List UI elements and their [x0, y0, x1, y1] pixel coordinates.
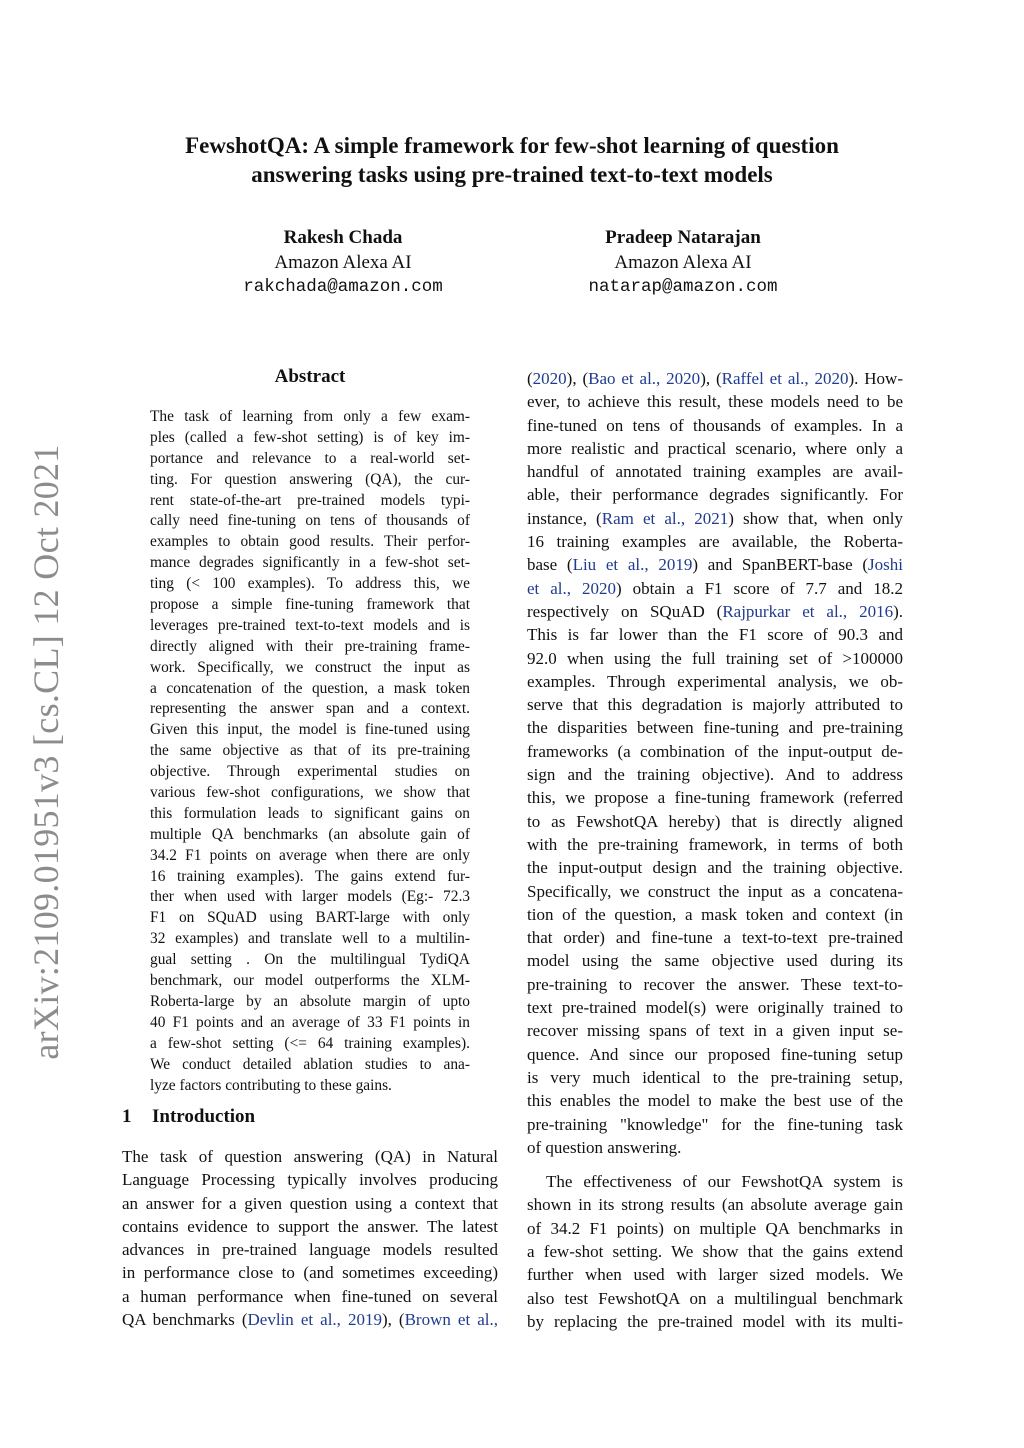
text-line: pre-training "knowledge" for the fine-tuning task [527, 1114, 903, 1134]
citation-link[interactable]: Bao et al., 2020 [588, 369, 701, 388]
text-line: (2020), (Bao et al., 2020), (Raffel et al., 2020). How- [527, 369, 903, 388]
text-segment: ), ( [700, 369, 722, 388]
text-line: multiple QA benchmarks (an absolute gain of [150, 825, 470, 843]
author-affiliation: Amazon Alexa AI [614, 252, 752, 273]
author-affiliation: Amazon Alexa AI [274, 252, 412, 273]
text-line: rent state-of-the-art pre-trained models typi- [150, 491, 470, 509]
author-email: rakchada@amazon.com [243, 277, 443, 297]
citation-link[interactable]: 2020 [532, 369, 567, 388]
citation-link[interactable]: Joshi [868, 555, 903, 575]
introduction-left-column [122, 1145, 498, 1331]
citation-link[interactable]: Liu et al., 2019 [572, 555, 693, 575]
text-line: sign and the training objective). And to address [527, 765, 903, 785]
section-number: 1 [122, 1106, 132, 1127]
author-name: Pradeep Natarajan [605, 227, 761, 248]
text-line: Language Processing typically involves producing [122, 1170, 498, 1190]
text-line: 92.0 when using the full training set of >100000 [527, 648, 903, 668]
text-line: the same objective as that of its pre-training [150, 742, 470, 760]
text-segment: base ( [527, 555, 573, 575]
text-line: The task of question answering (QA) in Natural [122, 1147, 498, 1166]
section-heading [122, 1106, 255, 1128]
text-line: a concatenation of the question, a mask token [150, 679, 470, 697]
text-line: text pre-trained model(s) were originally trained to [527, 998, 903, 1018]
author-block [503, 225, 863, 300]
text-line: examples. Through experimental analysis, we ob- [527, 671, 903, 691]
text-segment: QA benchmarks ( [122, 1310, 248, 1330]
text-line: various few-shot configurations, we show that [150, 784, 470, 802]
text-line: further when used with larger sized models. We [527, 1265, 903, 1285]
text-line: work. Specifically, we construct the input as [150, 658, 470, 676]
text-line: recover missing spans of text in a given input se- [527, 1021, 903, 1041]
paragraph [527, 1170, 903, 1333]
text-line: ples (called a few-shot setting) is of key im- [150, 428, 470, 446]
text-line: representing the answer span and a context. [150, 700, 470, 718]
text-line: in performance close to (and sometimes exceeding) [122, 1263, 498, 1283]
author-block [163, 225, 523, 300]
introduction-right-column [527, 367, 903, 1333]
text-line: an answer for a given question using a context that [122, 1193, 498, 1213]
text-line: tion of the question, a mask token and context (in [527, 904, 903, 924]
text-line: a few-shot setting (<= 64 training examples). [150, 1034, 470, 1052]
author-email: natarap@amazon.com [588, 277, 778, 297]
text-line: examples to obtain good results. Their perfor- [150, 533, 470, 551]
text-line: contains evidence to support the answer. The latest [122, 1216, 498, 1236]
text-segment: ). [893, 601, 904, 621]
text-line: portance and relevance to a real-world set- [150, 449, 470, 467]
text-line: advances in pre-trained language models resulted [122, 1240, 498, 1260]
text-line: is very much identical to the pre-training setup, [527, 1067, 903, 1087]
citation-link[interactable]: Ram et al., 2021 [601, 508, 729, 528]
text-line: 40 F1 points and an average of 33 F1 points in [150, 1013, 470, 1031]
text-line: benchmark, our model outperforms the XLM- [150, 972, 470, 990]
citation-link[interactable]: Raffel et al., 2020 [721, 369, 849, 388]
text-line: the disparities between fine-tuning and pre-training [527, 718, 903, 738]
text-segment: ). How- [848, 369, 903, 388]
text-line: mance degrades significantly in a few-shot set- [150, 554, 470, 572]
text-line: of 34.2 F1 points) on multiple QA benchmarks in [527, 1218, 903, 1238]
text-line: objective. Through experimental studies on [150, 763, 470, 781]
text-line: ther when used with larger models (Eg:- 72.3 [150, 888, 470, 906]
text-line: We conduct detailed ablation studies to ana- [150, 1055, 470, 1073]
citation-link[interactable]: Devlin et al., 2019 [247, 1310, 382, 1330]
abstract-heading: Abstract [274, 366, 346, 387]
text-segment: instance, ( [527, 508, 602, 528]
text-line: gual setting . On the multilingual TydiQA [150, 951, 470, 969]
text-segment: respectively on SQuAD ( [527, 601, 723, 621]
text-line: 16 training examples). The gains extend fur- [150, 867, 470, 885]
text-line: F1 on SQuAD using BART-large with only [150, 909, 470, 927]
text-segment: ) obtain a F1 score of 7.7 and 18.2 [615, 578, 903, 598]
text-line: This is far lower than the F1 score of 90.3 and [527, 625, 903, 645]
text-line: ting (< 100 examples). To address this, we [150, 575, 470, 593]
text-line: fine-tuned on tens of thousands of examples. In a [527, 415, 903, 435]
text-line: Specifically, we construct the input as a concatena- [527, 881, 903, 901]
citation-link[interactable]: et al., 2020 [527, 578, 616, 598]
text-line: quence. And since our proposed fine-tuning setup [527, 1044, 903, 1064]
text-line: pre-training to recover the answer. These text-to- [527, 974, 903, 994]
text-line: able, their performance degrades significantly. For [527, 485, 903, 505]
author-name: Rakesh Chada [283, 227, 403, 248]
text-segment: ) and SpanBERT-base ( [692, 555, 869, 575]
text-line: lyze factors contributing to these gains. [150, 1076, 392, 1094]
text-line: ting. For question answering (QA), the cur- [150, 470, 470, 488]
text-line: a human performance when fine-tuned on several [122, 1286, 498, 1306]
text-line: this enables the model to make the best use of the [527, 1091, 903, 1111]
text-line [527, 507, 903, 530]
text-line: the input-output design and the training objective. [527, 858, 903, 878]
text-line: The task of learning from only a few exam- [150, 408, 470, 425]
text-line: also test FewshotQA on a multilingual benchmark [527, 1288, 903, 1308]
text-line: 34.2 F1 points on average when there are only [150, 846, 470, 864]
section-title: Introduction [152, 1106, 256, 1127]
text-line [527, 600, 903, 623]
text-line: Given this input, the model is fine-tuned using [150, 721, 470, 739]
title-line: answering tasks using pre-trained text-to-text models [251, 162, 773, 187]
text-line: by replacing the pre-trained model with its multi- [527, 1311, 903, 1331]
text-line: 32 examples) and translate well to a multilin- [150, 930, 470, 948]
text-line: this, we propose a fine-tuning framework (referred [527, 788, 903, 808]
text-segment: ) show that, when only [728, 508, 904, 528]
text-line [527, 553, 903, 576]
paper-title [0, 131, 1024, 189]
text-line: a few-shot setting. We show that the gains extend [527, 1241, 903, 1261]
text-line: of question answering. [527, 1137, 682, 1157]
text-line [527, 577, 903, 600]
text-segment: ), ( [566, 369, 589, 388]
text-line: propose a simple fine-tuning framework that [150, 596, 470, 614]
text-line: directly aligned with their pre-training frame- [150, 637, 470, 655]
text-line: cally need fine-tuning on tens of thousands of [150, 512, 470, 530]
paragraph-continuation [527, 623, 903, 1159]
citation-link[interactable]: Rajpurkar et al., 2016 [722, 601, 894, 621]
text-line: handful of annotated training examples are avail- [527, 462, 903, 482]
text-segment: ), ( [381, 1310, 405, 1330]
text-line: more realistic and practical scenario, where only a [527, 438, 903, 458]
text-line: that order) and fine-tune a text-to-text pre-trained [527, 928, 903, 948]
text-line: 16 training examples are available, the Roberta- [527, 532, 903, 552]
arxiv-identifier: arXiv:2109.01951v3 [cs.CL] 12 Oct 2021 [26, 444, 66, 1060]
text-line: with the pre-training framework, in terms of both [527, 834, 903, 854]
text-line: to as FewshotQA hereby) that is directly aligned [527, 811, 903, 831]
text-line: ever, to achieve this result, these models need to be [527, 392, 903, 412]
text-line: this formulation leads to significant gains on [150, 804, 470, 822]
text-line: model using the same objective used during its [527, 951, 903, 971]
abstract-body [150, 407, 470, 1096]
text-line: frameworks (a combination of the input-output de- [527, 741, 903, 761]
text-line: leverages pre-trained text-to-text models and is [150, 616, 470, 634]
text-line: Roberta-large by an absolute margin of upto [150, 992, 470, 1010]
title-line: FewshotQA: A simple framework for few-shot learning of question [185, 133, 839, 158]
text-line: serve that this degradation is majorly attributed to [527, 695, 903, 715]
text-line: shown in its strong results (an absolute average gain [527, 1195, 903, 1215]
text-line: The effectiveness of our FewshotQA system is [546, 1172, 903, 1192]
text-line [122, 1308, 498, 1331]
citation-link[interactable]: Brown et al., [404, 1310, 498, 1330]
